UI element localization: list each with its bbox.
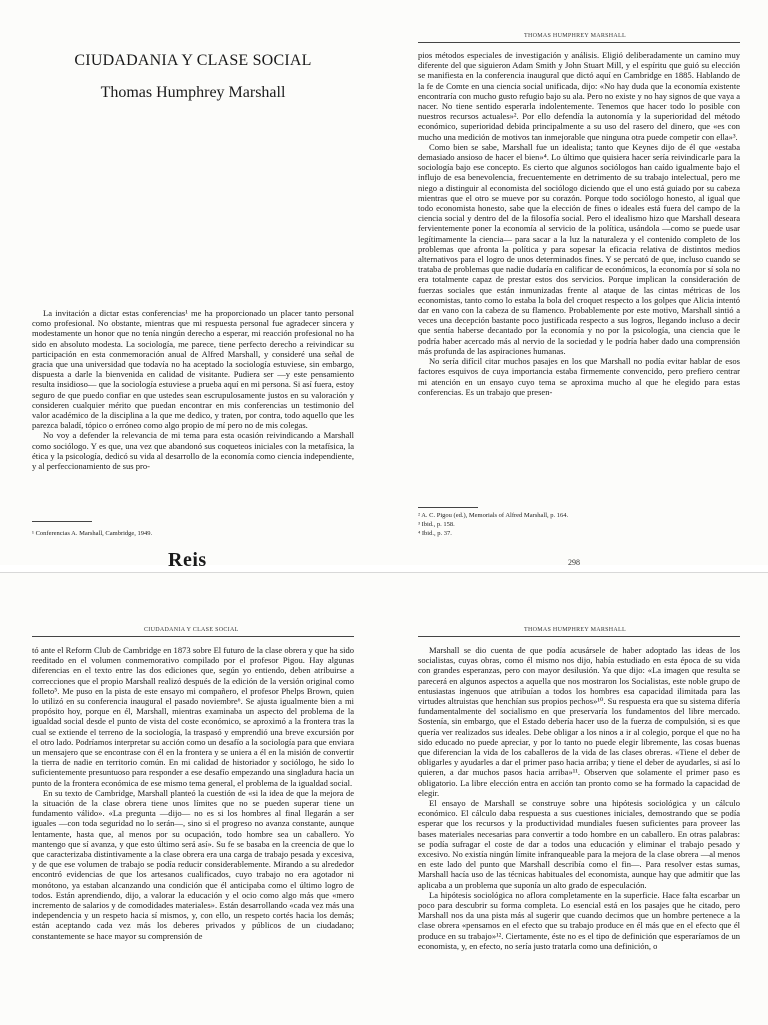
paragraph: No voy a defender la relevancia de mi tema para esta ocasión reivindicando a Marshall como sociólogo. Y es que, una vez que abandonó sus coqueteos iniciales con la metafísica, la ética y la psicología, dedicó su vida al desarrollo de la economía como ciencia independiente, y al perfeccionamiento de sus pro- [32, 430, 354, 472]
bottom-page [0, 572, 768, 1025]
top-right-footnotes [418, 511, 740, 541]
top-left-body [32, 308, 354, 471]
paragraph: Marshall se dio cuenta de que podía acusársele de haber adoptado las ideas de los socialistas, cuyas obras, como él mismo nos dijo, había estudiado en esta época de su vida con grandes esperanzas, pero con mayor desilusión. Ya que dijo: «La imagen que resulta se parecerá en algunos aspectos a aquella que nos mostraron los Socialistas, este noble grupo de entusiastas ingenuos que atribuían a todos los hombres esa capacidad ilimitada para las virtudes altruistas que henchían sus propios pechos»¹⁰. Su respuesta era que su sistema difería fundamentalmente del socialismo en que preservaría los fundamentos del libre mercado. Sostenía, sin embargo, que el Estado debería hacer uso de la fuerza de compulsión, si es que quería ver realizados sus ideales. Debe obligar a los ninos a ir al colegio, porque el que no ha sido educado no puede apreciar, y por lo tanto no puede elegir libremente, las cosas buenas que diferencian la vida de los caballeros de la vida de las clases obreras. «Tiene el deber de obligarles y ayudarles a dar el primer paso hacia arriba; y tiene el deber de ayudarles, si así lo quieren, a dar muchos pasos hacia arriba»¹¹. Observen que solamente el primer paso es obligatorio. La libre elección entra en acción tan pronto como se ha formado la capacidad de elegir. [418, 645, 740, 798]
footnote: ⁴ Ibid., p. 37. [418, 530, 452, 537]
running-header: THOMAS HUMPHREY MARSHALL [524, 33, 626, 39]
article-title-block [32, 52, 354, 102]
reis-logo: Reis [168, 549, 207, 571]
paragraph: Como bien se sabe, Marshall fue un idealista; tanto que Keynes dijo de él que «estaba demasiado ansioso de hacer el bien»⁴. Lo último que quisiera hacer sería reivindicarle para la sociología bajo ese concepto. Es cierto que algunos sociólogos han caído igualmente bajo el influjo de esa benevolencia, frecuentemente en detrimento de su trabajo intelectual, pero me niego a distinguir al economista del sociólogo diciendo que el uno está guiado por su cabeza mientras que el otro se mueve por su corazón. Porque todo sociólogo honesto, al igual que todo economista honesto, sabe que la elección de fines o ideales está fuera del campo de la ciencia social y dentro del de la filosofía social. Pero el idealismo hizo que Marshall desearа fervientemente poner la economía al servicio de la política, usándola —como se puede usar legítimamente la ciencia— para sacar a la luz la naturaleza y el contenido completo de los problemas que afronta la política y para sopesar la eficacia relativa de distintos medios alternativos para el logro de unos determinados fines. Y se percató de que, incluso cuando se trataba de problemas que nadie dudaría en calificar de económicos, la economía por sí sola no era totalmente capaz de prestar estos dos servicios. Porque implican la consideración de fuerzas sociales que están inmunizadas frente al ataque de las cintas métricas de los economistas, tanto como lo estaba la bola del croquet respecto a los golpes que Alicia intentó dar en vano con la cabeza de su flamenco. Probablemente por este motivo, Marshall sintió a veces una decepción bastante poco justificada respecto a sus logros, llegando incluso a decir que sentía haberse decantado por la economía y no por la psicología, una ciencia que le podría haber acercado más al nervio de la sociedad y le podría haber dado una comprensión más profunda de las aspiraciones humanas. [418, 141, 740, 356]
bottom-right-body [418, 645, 740, 951]
top-right-body [418, 50, 740, 397]
paragraph: pios métodos especiales de investigación y análisis. Eligió deliberadamente un camino muy diferente del que siguieron Adam Smith y John Stuart Mill, y el espíritu que guió su elección se manifiesta en la conferencia inaugural que dictó aquí en Cambridge en 1885. Hablando de la fe de Comte en una ciencia social unificada, dijo: «No hay duda que la economía existente encontraría con mucho gusto refugio bajo su ala. Pero no existe y no hay signos de que vaya a nacer. No tiene sentido esperarla indolentemente. Tenemos que hacer todo lo posible con nuestros recursos actuales»². Por ello defendía la autonomía y la superioridad del método económico, superioridad debida principalmente a su uso del rasero del dinero, que «es con mucho una medición de motivos tan inmejorable que ninguna otra puede competir con ella»³. [418, 50, 740, 142]
footnote: ² A. C. Pigou (ed.), Memorials of Alfred Marshall, p. 164. [418, 512, 569, 519]
article-title: CIUDADANIA Y CLASE SOCIAL [74, 52, 312, 69]
page-number: 298 [568, 558, 580, 567]
article-author: Thomas Humphrey Marshall [100, 84, 286, 101]
footnote-rule [32, 521, 92, 522]
footnote: ¹ Conferencias A. Marshall, Cambridge, 1949. [32, 530, 153, 537]
running-header-left: CIUDADANIA Y CLASE SOCIAL [144, 627, 239, 633]
paragraph: No sería difícil citar muchos pasajes en los que Marshall no podía evitar hablar de esos factores esquivos de cuya importancia estaba firmemente convencido, pero prefiero centrar mi atención en un ensayo cuyo tema se aproxima mucho al que he elegido para estas conferencias. Es un trabajo que presen- [418, 356, 740, 397]
paragraph: La invitación a dictar estas conferencias¹ me ha proporcionado un placer tanto personal como profesional. No obstante, mientras que mi respuesta personal fue agradecer sincera y modestamente un honor que no tenía ningún derecho a esperar, mi reacción profesional no ha sido en absoluto modesta. La sociología, me parece, tiene perfecto derecho a reivindicar su participación en esta conmemoración anual de Alfred Marshall, y consideré una señal de gracia que una universidad que todavía no ha aceptado la sociología estuviese, sin embargo, dispuesta a darle la bienvenida en calidad de visitante. Pudiera ser —y este pensamiento resulta insidioso— que la sociología estuviese a prueba aquí en mi persona. Si así fuera, estoy seguro de que puedo confiar en que ustedes sean escrupulosamente justos en su valoración y consideren cualquier mérito que puedan encontrar en mis conferencias un testimonio del valor académico de la disciplina a la que me dedico, y traten, por contra, todo aquello que les parezca baladí, tópico o erróneo como algo propio de mí pero no de mis colegas. [32, 308, 354, 431]
header-rule [418, 636, 740, 637]
paragraph: El ensayo de Marshall se construye sobre una hipótesis sociológica y un cálculo económico. El cálculo daba respuesta a sus cuestiones iniciales, demostrando que se podía esperar que los recursos y la productividad mundiales fuesen suficientes para proveer las bases materiales necesarias para convertir a todo hombre en un caballero. En otras palabras: se podía sufragar el coste de dar a todos una educación y eliminar el trabajo pesado y excesivo. No existía ningún límite infranqueable para la mejora de la clase obrera —al menos en este lado del punto que Marshall describía como el fin—. Para resolver estas sumas, Marshall hacía uso de las técnicas habituales del economista, aunque hay que admitir que las aplicaba a un problema que suponía un alto grado de especulación. [418, 798, 740, 890]
top-left-footnotes [32, 529, 354, 541]
bottom-left-body [32, 645, 354, 941]
top-left-column [32, 308, 354, 514]
top-right-column [418, 50, 740, 498]
footnote: ³ Ibid., p. 158. [418, 521, 455, 528]
footnote-rule [418, 507, 478, 508]
bottom-left-column [32, 645, 354, 1025]
header-rule [32, 636, 354, 637]
paragraph: La hipótesis sociológica no aflora completamente en la superficie. Hace falta escarbar un poco para descubrir su forma completa. Lo esencial está en los pasajes que he citado, pero Marshall nos da una pista más al sugerir que cuando decimos que un hombre pertenece a la clase obrera «pensamos en el efecto que su trabajo produce en él más que en el efecto que él produce en su trabajo»¹². Ciertamente, éste no es el tipo de definición que esperaríamos de un economista, y, en efecto, no sería justo tratarla como una definición, o [418, 889, 740, 951]
paragraph: En su texto de Cambridge, Marshall planteó la cuestión de «si la idea de que la mejora de la situación de la clase obrera tiene unos límites que no se pueden superar tiene un fundamento válido». «La pregunta —dijo— no es si los hombres al final llegarán a ser iguales —con toda seguridad no lo serán—, sino si el progreso no avanza constante, aunque lentamente, hasta que, al menos por su ocupación, todo hombre sea un caballero. Yo mantengo que sí avanza, y que esto último será así». Su fe se basaba en la creencia de que lo que caracterizaba distintivamente a la clase obrera era una carga de trabajo pesada y excesiva, y de que ese volumen de trabajo se podía reducir considerablemente. Mirando a su alrededor encontró evidencias de que los artesanos cualificados, cuyo trabajo no era agotador ni monótono, ya estaban alcanzando una condición que él anticipaba como el último logro de todos. Están aprendiendo, dijo, a valorar la educación y el ocio como algo más que «mero incremento de salarios y de comodidades materiales». Están desarrollando «cada vez más una independencia y un respeto hacia sí mismos, y, con ello, un respeto cortés hacia los demás; están aceptando cada vez más los deberes privados y públicos de un ciudadano; constantemente se hace mayor su comprensión de [32, 787, 354, 941]
header-rule [418, 42, 740, 43]
running-header-right: THOMAS HUMPHREY MARSHALL [524, 627, 626, 633]
bottom-right-column [418, 645, 740, 1025]
paragraph: tó ante el Reform Club de Cambridge en 1873 sobre El futuro de la clase obrera y que ha sido reeditado en el volumen conmemorativo compilado por el profesor Pigou. Hay algunas diferencias en el texto entre las dos ediciones que, según yo entiendo, deben atribuirse a correcciones que el propio Marshall realizó después de la edición de la versión original como folleto⁵. Me puso en la pista de este ensayo mi compañero, el profesor Phelps Brown, quien lo utilizó en su conferencia inaugural el pasado noviembre⁶. Se ajusta igualmente bien a mi propósito hoy, porque en él, Marshall, mientras examinaba un aspecto del problema de la igualdad social desde el punto de vista del coste económico, se aproximó a la frontera tras la cual se extiende el terreno de la sociología, la traspasó y emprendió una breve excursión por el otro lado. Podríamos interpretar su acción como un desafío a la sociología para que enviara un mensajero que se encontrase con él en la frontera y se uniera a él en la misión de convertir la tierra de nadie en territorio común. En mi calidad de historiador y sociólogo, he sido lo suficientemente presuntuoso para responder a ese desafío empezando una singladura hacia un punto de la frontera económica de ese mismo tema general, el problema de la igualdad social. [32, 645, 354, 788]
